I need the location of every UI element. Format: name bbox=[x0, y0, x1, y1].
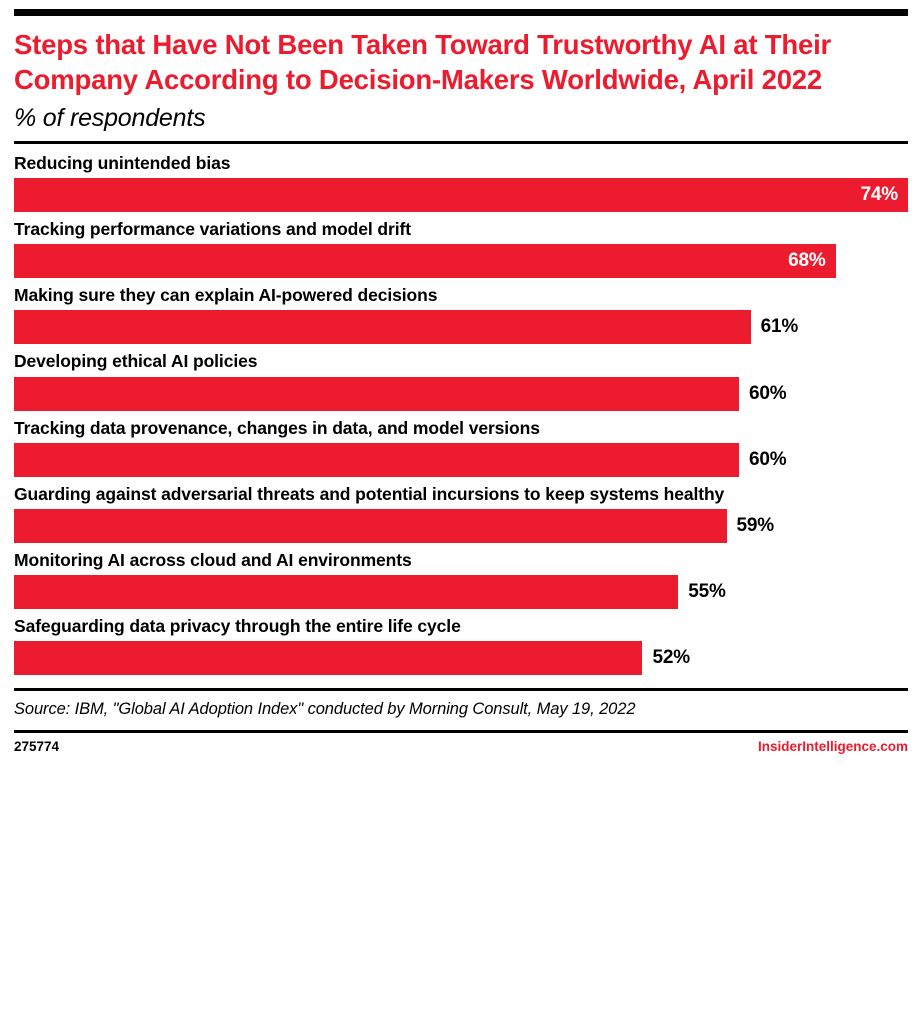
bar-track bbox=[14, 509, 908, 543]
bar-value-label: 68% bbox=[788, 250, 826, 272]
chart-row bbox=[14, 285, 908, 344]
bar-track bbox=[14, 178, 908, 212]
chart-row bbox=[14, 484, 908, 543]
footer-divider bbox=[14, 730, 908, 733]
chart-row bbox=[14, 219, 908, 278]
bar-track bbox=[14, 310, 908, 344]
bar bbox=[14, 377, 787, 411]
bar-value-label: 60% bbox=[749, 382, 787, 404]
bar-chart bbox=[14, 153, 908, 682]
chart-title: Steps that Have Not Been Taken Toward Trustworthy AI at Their Company According to Decision-Makers Worldwide, April 2022 bbox=[14, 29, 832, 96]
bar-category-label: Safeguarding data privacy through the entire life cycle bbox=[14, 616, 461, 637]
bar bbox=[14, 244, 836, 278]
header-divider bbox=[14, 141, 908, 144]
chart-row bbox=[14, 153, 908, 212]
bar-track bbox=[14, 575, 908, 609]
chart-subtitle: % of respondents bbox=[14, 103, 206, 132]
chart-row bbox=[14, 418, 908, 477]
bar-category-label: Monitoring AI across cloud and AI environments bbox=[14, 549, 412, 570]
chart-row bbox=[14, 616, 908, 675]
bar bbox=[14, 178, 908, 212]
bar-category-label: Guarding against adversarial threats and potential incursions to keep systems healthy bbox=[14, 483, 725, 504]
bar bbox=[14, 575, 726, 609]
bar-value-label: 74% bbox=[860, 184, 898, 206]
bar-category-label: Tracking data provenance, changes in data, and model versions bbox=[14, 417, 540, 438]
bar-track bbox=[14, 377, 908, 411]
bar bbox=[14, 641, 690, 675]
bar-value-label: 59% bbox=[736, 514, 774, 536]
top-divider bbox=[14, 9, 908, 16]
chart-row bbox=[14, 550, 908, 609]
footer bbox=[14, 739, 908, 754]
bar-value-label: 55% bbox=[688, 581, 726, 603]
bar bbox=[14, 443, 787, 477]
bar-category-label: Developing ethical AI policies bbox=[14, 351, 258, 372]
bar bbox=[14, 509, 774, 543]
bar-value-label: 60% bbox=[749, 448, 787, 470]
bar-track bbox=[14, 443, 908, 477]
bar bbox=[14, 310, 799, 344]
bar-value-label: 52% bbox=[652, 647, 690, 669]
source-note: Source: IBM, "Global AI Adoption Index" conducted by Morning Consult, May 19, 2022 bbox=[14, 700, 636, 719]
chart-row bbox=[14, 351, 908, 410]
bar-category-label: Tracking performance variations and model drift bbox=[14, 219, 411, 240]
bar-track bbox=[14, 244, 908, 278]
source-divider bbox=[14, 688, 908, 691]
chart-id: 275774 bbox=[14, 739, 60, 755]
bar-category-label: Making sure they can explain AI-powered decisions bbox=[14, 285, 438, 306]
bar-category-label: Reducing unintended bias bbox=[14, 152, 231, 173]
bar-value-label: 61% bbox=[760, 316, 799, 338]
bar-track bbox=[14, 641, 908, 675]
brand-link[interactable]: InsiderIntelligence.com bbox=[757, 739, 908, 755]
